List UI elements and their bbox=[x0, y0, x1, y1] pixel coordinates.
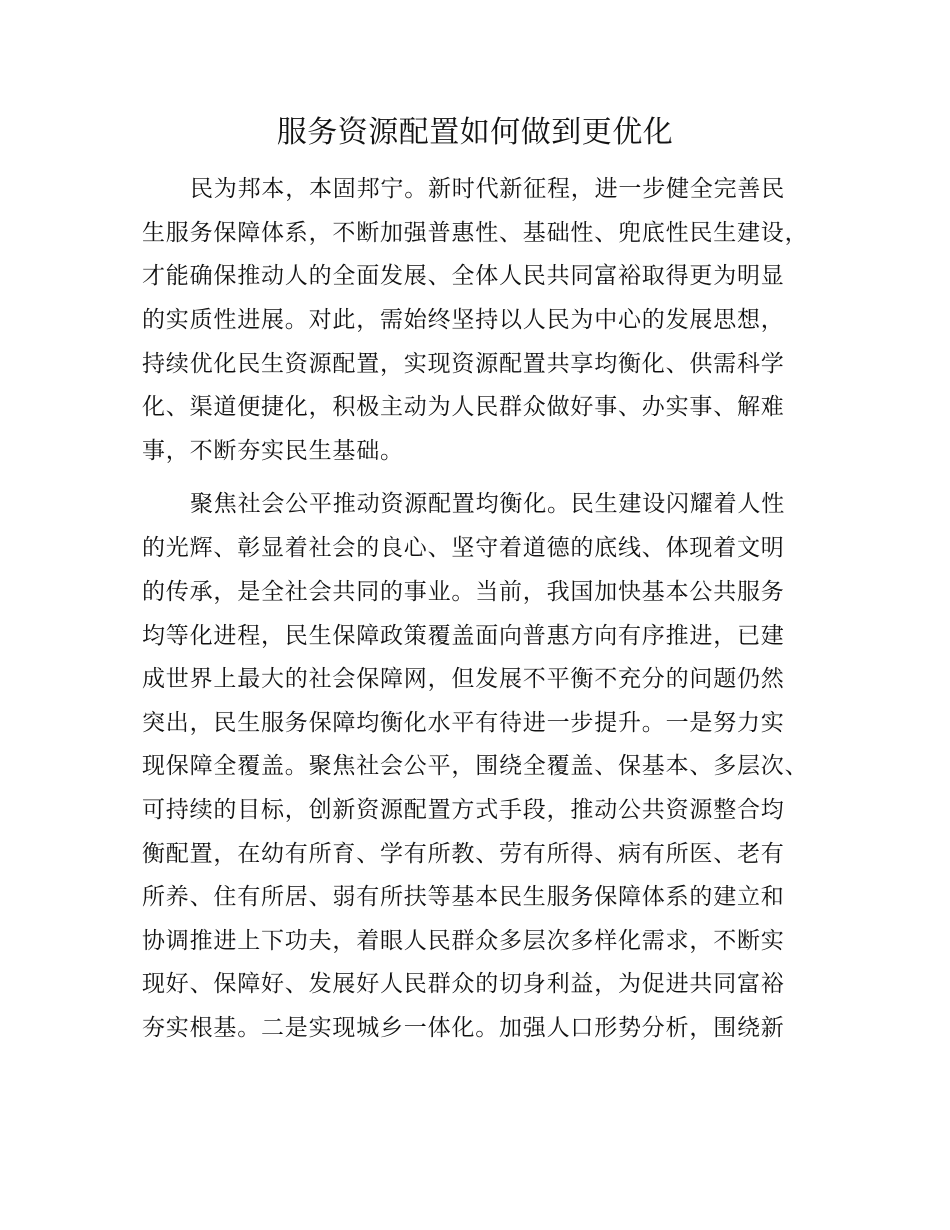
text-line: 现好、保障好、发展好人民群众的切身利益，为促进共同富裕 bbox=[142, 971, 785, 997]
text-line: 的光辉、彰显着社会的良心、坚守着道德的底线、体现着文明 bbox=[142, 535, 785, 561]
text-line: 均等化进程，民生保障政策覆盖面向普惠方向有序推进，已建 bbox=[142, 623, 785, 649]
text-line: 聚焦社会公平推动资源配置均衡化。民生建设闪耀着人性 bbox=[190, 491, 785, 517]
text-line: 突出，民生服务保障均衡化水平有待进一步提升。一是努力实 bbox=[142, 710, 785, 736]
text-line: 的传承，是全社会共同的事业。当前，我国加快基本公共服务 bbox=[142, 579, 785, 605]
document-title: 服务资源配置如何做到更优化 bbox=[276, 115, 674, 150]
text-line: 生服务保障体系，不断加强普惠性、基础性、兜底性民生建设， bbox=[142, 220, 809, 246]
text-line: 所养、住有所居、弱有所扶等基本民生服务保障体系的建立和 bbox=[142, 884, 785, 910]
text-line: 夯实根基。二是实现城乡一体化。加强人口形势分析，围绕新 bbox=[142, 1015, 785, 1041]
text-line: 衡配置，在幼有所育、学有所教、劳有所得、病有所医、老有 bbox=[142, 841, 785, 867]
text-line: 民为邦本，本固邦宁。新时代新征程，进一步健全完善民 bbox=[190, 176, 785, 202]
text-line: 现保障全覆盖。聚焦社会公平，围绕全覆盖、保基本、多层次、 bbox=[142, 753, 809, 779]
text-line: 化、渠道便捷化，积极主动为人民群众做好事、办实事、解难 bbox=[142, 394, 785, 420]
text-line: 才能确保推动人的全面发展、全体人民共同富裕取得更为明显 bbox=[142, 263, 785, 289]
text-line: 可持续的目标，创新资源配置方式手段，推动公共资源整合均 bbox=[142, 797, 785, 823]
text-line: 成世界上最大的社会保障网，但发展不平衡不充分的问题仍然 bbox=[142, 666, 785, 692]
text-line: 的实质性进展。对此，需始终坚持以人民为中心的发展思想， bbox=[142, 307, 785, 333]
text-line: 持续优化民生资源配置，实现资源配置共享均衡化、供需科学 bbox=[142, 351, 785, 377]
text-line: 事，不断夯实民生基础。 bbox=[142, 438, 404, 464]
text-line: 协调推进上下功夫，着眼人民群众多层次多样化需求，不断实 bbox=[142, 928, 785, 954]
